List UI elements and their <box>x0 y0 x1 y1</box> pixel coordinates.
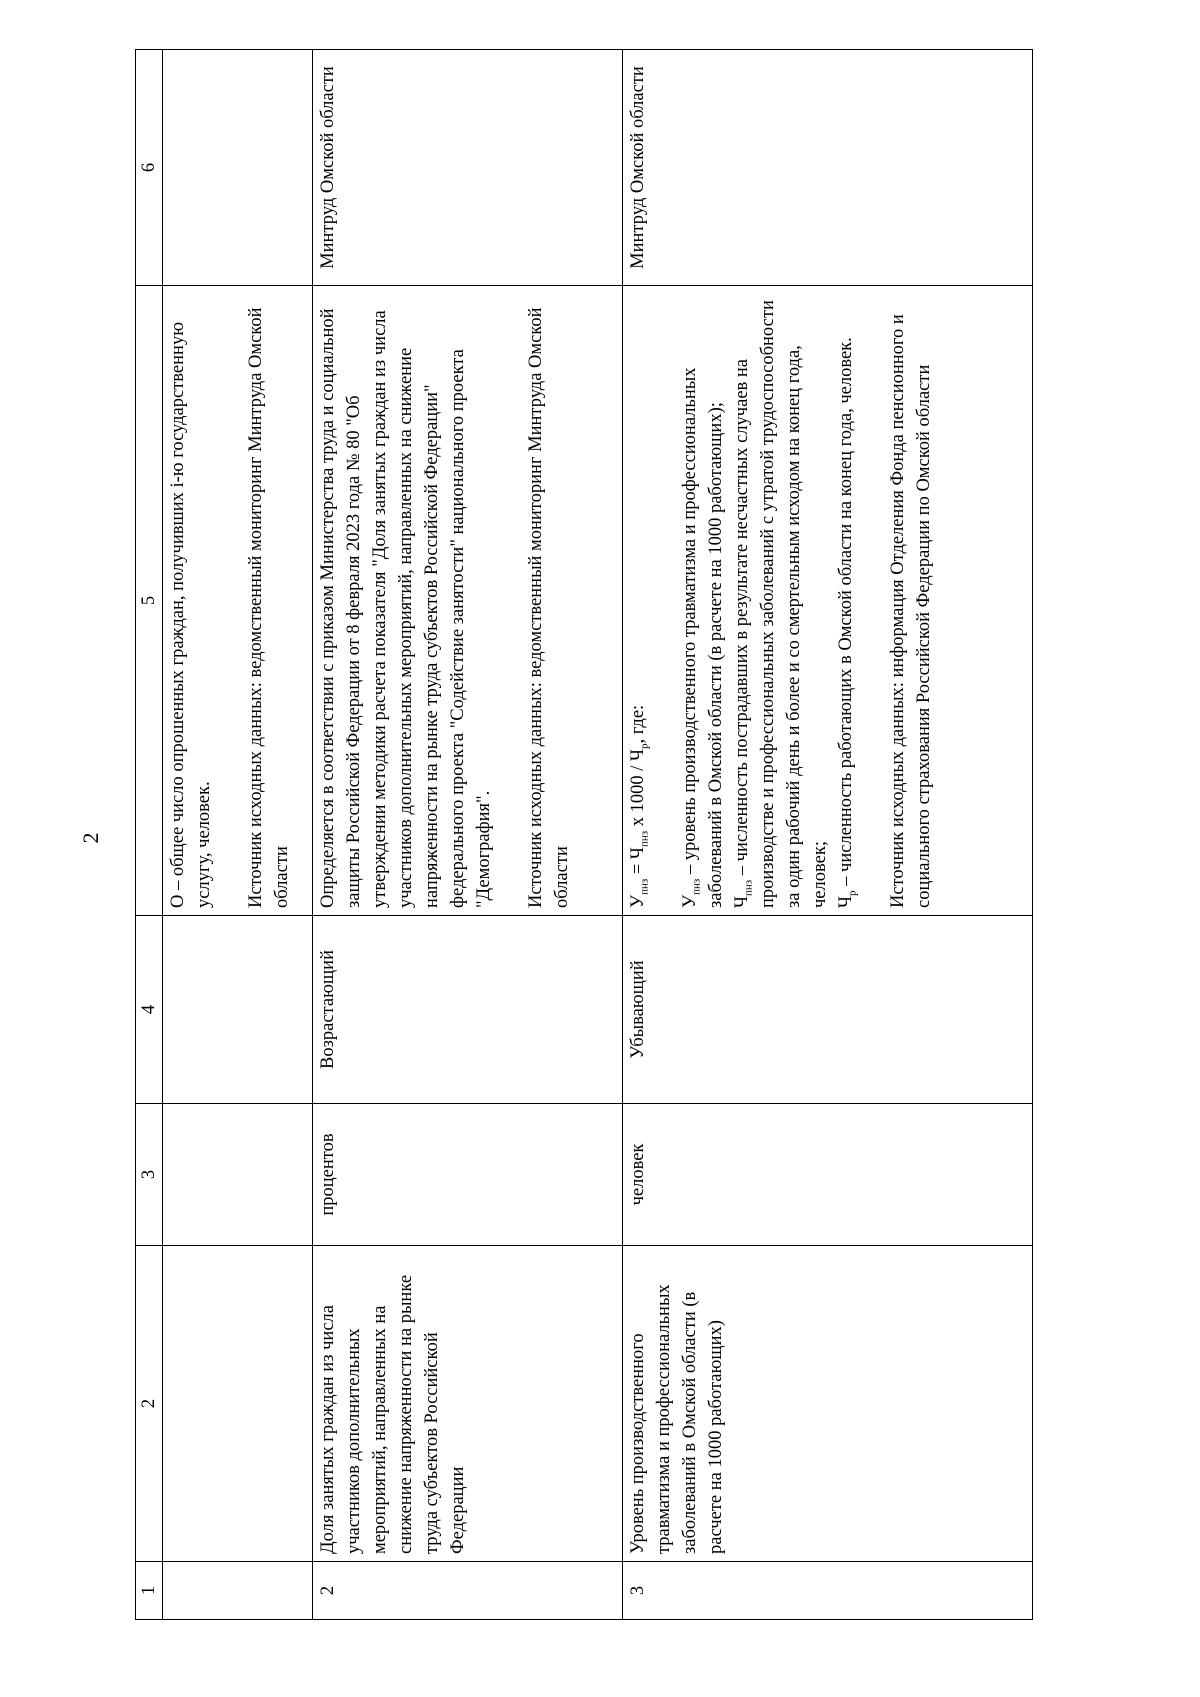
cell-name: Доля занятых граждан из числа участников дополнительных мероприятий, направленных на снижение напряженности на рынке труда субъектов Российской Федерации <box>313 1246 623 1562</box>
cell-responsible <box>163 50 313 286</box>
table-row-2 <box>313 50 623 1620</box>
definition-u: $У_{пнз}$ – уровень производственного травматизма и профессиональных заболеваний в Омской области (в расчете на 1000 работающих); <box>680 367 726 908</box>
header-col-4: 4 <box>136 916 163 1104</box>
cell-responsible: Минтруд Омской области <box>313 50 623 286</box>
source-text: Источник исходных данных: информация Отделения Фонда пенсионного и социального страхования Российской Федерации по Омской области <box>888 314 934 908</box>
header-col-6: 6 <box>136 50 163 286</box>
header-col-2: 2 <box>136 1246 163 1562</box>
definition-ch-pnz: $Ч_{пнз}$ – численность пострадавших в результате несчастных случаев на производстве и профессиональных заболеваний с утратой трудоспособности за один рабочий день и более и со смертельным исходом на конец года, человек; <box>732 300 830 908</box>
header-col-5: 5 <box>136 286 163 916</box>
indicators-table <box>135 49 1033 1620</box>
cell-num: 2 <box>313 1562 623 1620</box>
cell-responsible: Минтруд Омской области <box>623 50 1033 286</box>
source-text: Источник исходных данных: ведомственный мониторинг Минтруда Омской области <box>526 307 572 908</box>
cell-dynamics <box>163 916 313 1104</box>
definition-ch-r: $Ч_р$ – численность работающих в Омской области на конец года, человек. <box>836 337 859 908</box>
cell-num <box>163 1562 313 1620</box>
page-number: 2 <box>78 832 103 844</box>
source-text: Источник исходных данных: ведомственный мониторинг Минтруда Омской области <box>246 307 292 908</box>
header-col-1: 1 <box>136 1562 163 1620</box>
cell-unit: процентов <box>313 1104 623 1246</box>
cell-method <box>623 286 1033 916</box>
formula: $У_{пнз} = Ч_{пнз}$ х $1000 / Ч_р$, где: <box>628 704 651 908</box>
method-text: Определяется в соответствии с приказом Министерства труда и социальной защиты Российской Федерации от 8 февраля 2023 года № 80 "Об утверждении методики расчета показателя "Доля занятых граждан из числа участников дополнительных мероприятий, направленных на снижение напряженности на рынке труда субъектов Российской Федерации" федерального проекта "Содействие занятости" национального проекта "Демография". <box>318 308 494 908</box>
table-row-3 <box>623 50 1033 1620</box>
header-col-3: 3 <box>136 1104 163 1246</box>
cell-dynamics: Убывающий <box>623 916 1033 1104</box>
cell-name: Уровень производственного травматизма и профессиональных заболеваний в Омской области (в расчете на 1000 работающих) <box>623 1246 1033 1562</box>
cell-name <box>163 1246 313 1562</box>
cell-unit <box>163 1104 313 1246</box>
cell-unit: человек <box>623 1104 1033 1246</box>
table-row-continuation <box>163 50 313 1620</box>
cell-num: 3 <box>623 1562 1033 1620</box>
cell-dynamics: Возрастающий <box>313 916 623 1104</box>
table-header-row <box>136 50 163 1620</box>
indicators-table-rotated <box>135 50 1033 1620</box>
definition-o: О – общее число опрошенных граждан, получивших i-ю государственную услугу, человек. <box>168 321 214 908</box>
cell-method <box>163 286 313 916</box>
cell-method <box>313 286 623 916</box>
